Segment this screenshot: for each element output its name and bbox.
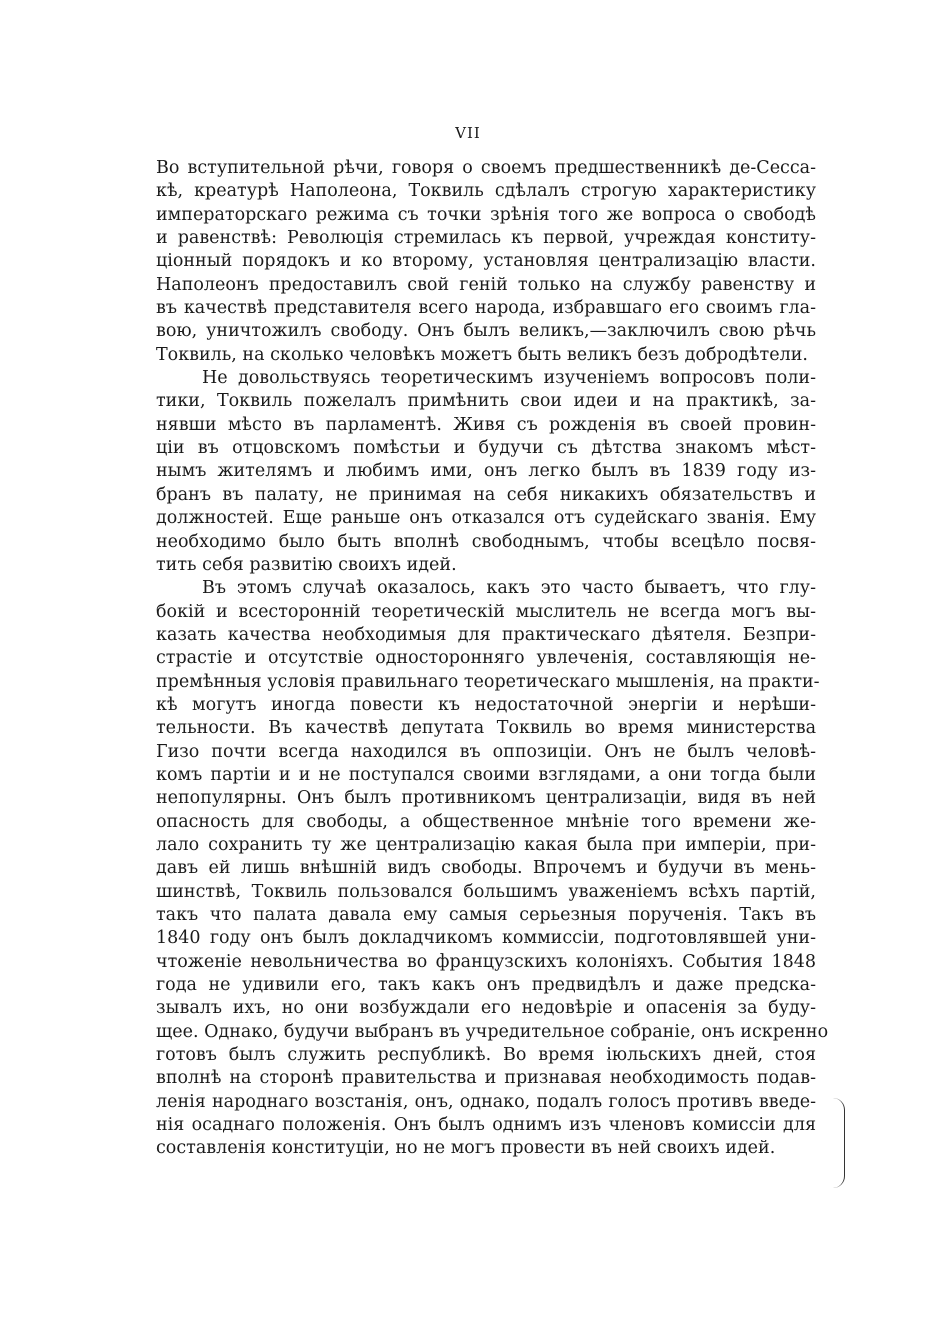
text-line: въ качествѣ представителя всего народа, избравшаго его своимъ гла- xyxy=(156,298,816,319)
text-line: непопулярны. Онъ былъ противникомъ централизаціи, видя въ ней xyxy=(156,788,816,809)
text-line: кѣ могутъ иногда повести къ недостаточной энергіи и нерѣши- xyxy=(156,694,816,715)
text-line: должностей. Еще раньше онъ отказался отъ судейскаго званія. Ему xyxy=(156,508,816,529)
text-line: 1840 году онъ былъ докладчикомъ коммиссіи, подготовлявшей уни- xyxy=(156,928,816,949)
text-line: казать качества необходимыя для практическаго дѣятеля. Безпри- xyxy=(156,624,816,645)
text-line: ціи въ отцовскомъ помѣстьи и будучи съ дѣтства знакомъ мѣст- xyxy=(156,438,816,459)
text-line: тить себя развитію своихъ идей. xyxy=(156,554,457,575)
text-line: комъ партіи и и не поступался своими взглядами, а они тогда были xyxy=(156,764,816,785)
text-line: лало сохранить ту же централизацію какая была при имперіи, при- xyxy=(156,834,816,855)
text-line: Во вступительной рѣчи, говоря о своемъ предшественникѣ де-Сесса- xyxy=(156,158,816,178)
paragraph xyxy=(156,157,816,367)
text-line: кѣ, креатурѣ Наполеона, Токвиль сдѣлалъ строгую характеристику xyxy=(156,181,816,202)
text-line: вполнѣ на сторонѣ правительства и признавая необходимость подав- xyxy=(156,1068,816,1089)
text-line: ціонный порядокъ и ко второму, установляя централизацію власти. xyxy=(156,251,816,272)
text-line: Въ этомъ случаѣ оказалось, какъ это часто бываетъ, что глу- xyxy=(202,578,816,599)
text-line: нымъ жителямъ и любимъ ими, онъ легко былъ въ 1839 году из- xyxy=(156,461,816,482)
text-line: страстіе и отсутствіе односторонняго увлеченія, составляющія не- xyxy=(156,648,816,669)
text-line: необходимо было быть вполнѣ свободнымъ, чтобы всецѣло посвя- xyxy=(156,531,816,552)
text-line: вою, уничтожилъ свободу. Онъ былъ великъ,—заключилъ свою рѣчь xyxy=(156,321,816,342)
text-line: премѣнныя условія правильнаго теоретическаго мышленія, на практи- xyxy=(156,671,820,692)
text-line: бранъ въ палату, не принимая на себя никакихъ обязательствъ и xyxy=(156,484,816,505)
text-line: тики, Токвиль пожелалъ примѣнить свои идеи и на практикѣ, за- xyxy=(156,391,816,412)
paragraph xyxy=(156,367,816,577)
body-text xyxy=(156,157,829,1161)
text-line: чтоженіе невольничества во французскихъ колоніяхъ. События 1848 xyxy=(156,951,816,972)
text-line: опасность для свободы, а общественное мнѣніе того времени же- xyxy=(156,811,816,832)
text-line: Наполеонъ предоставилъ свой геній только на службу равенству и xyxy=(156,274,816,295)
text-line: Не довольствуясь теоретическимъ изученіемъ вопросовъ поли- xyxy=(202,368,816,389)
text-line: Гизо почти всегда находился въ оппозиціи. Онъ не былъ человѣ- xyxy=(156,741,816,762)
text-line: Токвиль, на сколько человѣкъ можетъ быть великъ безъ добродѣтели. xyxy=(156,344,808,365)
text-line: императорскаго режима съ точки зрѣнія того же вопроса о свободѣ xyxy=(156,204,816,225)
text-line: и равенствѣ: Революція стремилась къ первой, учреждая конститу- xyxy=(156,228,816,249)
text-line: такъ что палата давала ему самыя серьезныя порученія. Такъ въ xyxy=(156,905,816,925)
text-line: бокій и всесторонній теоретическій мыслитель не всегда могъ вы- xyxy=(156,601,816,622)
margin-bracket-mark xyxy=(826,1098,845,1188)
text-line: года не удивили его, такъ какъ онъ предвидѣлъ и даже предска- xyxy=(156,975,816,996)
text-line: ленія народнаго возстанія, онъ, однако, подалъ голосъ противъ введе- xyxy=(156,1091,816,1112)
page-number: VII xyxy=(455,124,481,142)
text-line: давъ ей лишь внѣшній видъ свободы. Впрочемъ и будучи въ мень- xyxy=(156,858,816,879)
paragraph xyxy=(156,577,829,1161)
text-line: зывалъ ихъ, но они возбуждали его недовѣріе и опасенія за буду- xyxy=(156,998,816,1019)
text-line: нія осаднаго положенія. Онъ былъ однимъ изъ членовъ комиссіи для xyxy=(156,1115,816,1136)
text-line: шинствѣ, Токвиль пользовался большимъ уваженіемъ всѣхъ партій, xyxy=(156,881,816,902)
text-line: нявши мѣсто въ парламентѣ. Живя съ рожденія въ своей провин- xyxy=(156,414,816,435)
text-line: составленія конституціи, но не могъ провести въ ней своихъ идей. xyxy=(156,1138,776,1159)
text-line: тельности. Въ качествѣ депутата Токвиль во время министерства xyxy=(156,718,816,739)
text-line: щее. Однако, будучи выбранъ въ учредительное собраніе, онъ искренно xyxy=(156,1021,829,1042)
text-line: готовъ былъ служить республикѣ. Во время іюльскихъ дней, стоя xyxy=(156,1045,816,1066)
